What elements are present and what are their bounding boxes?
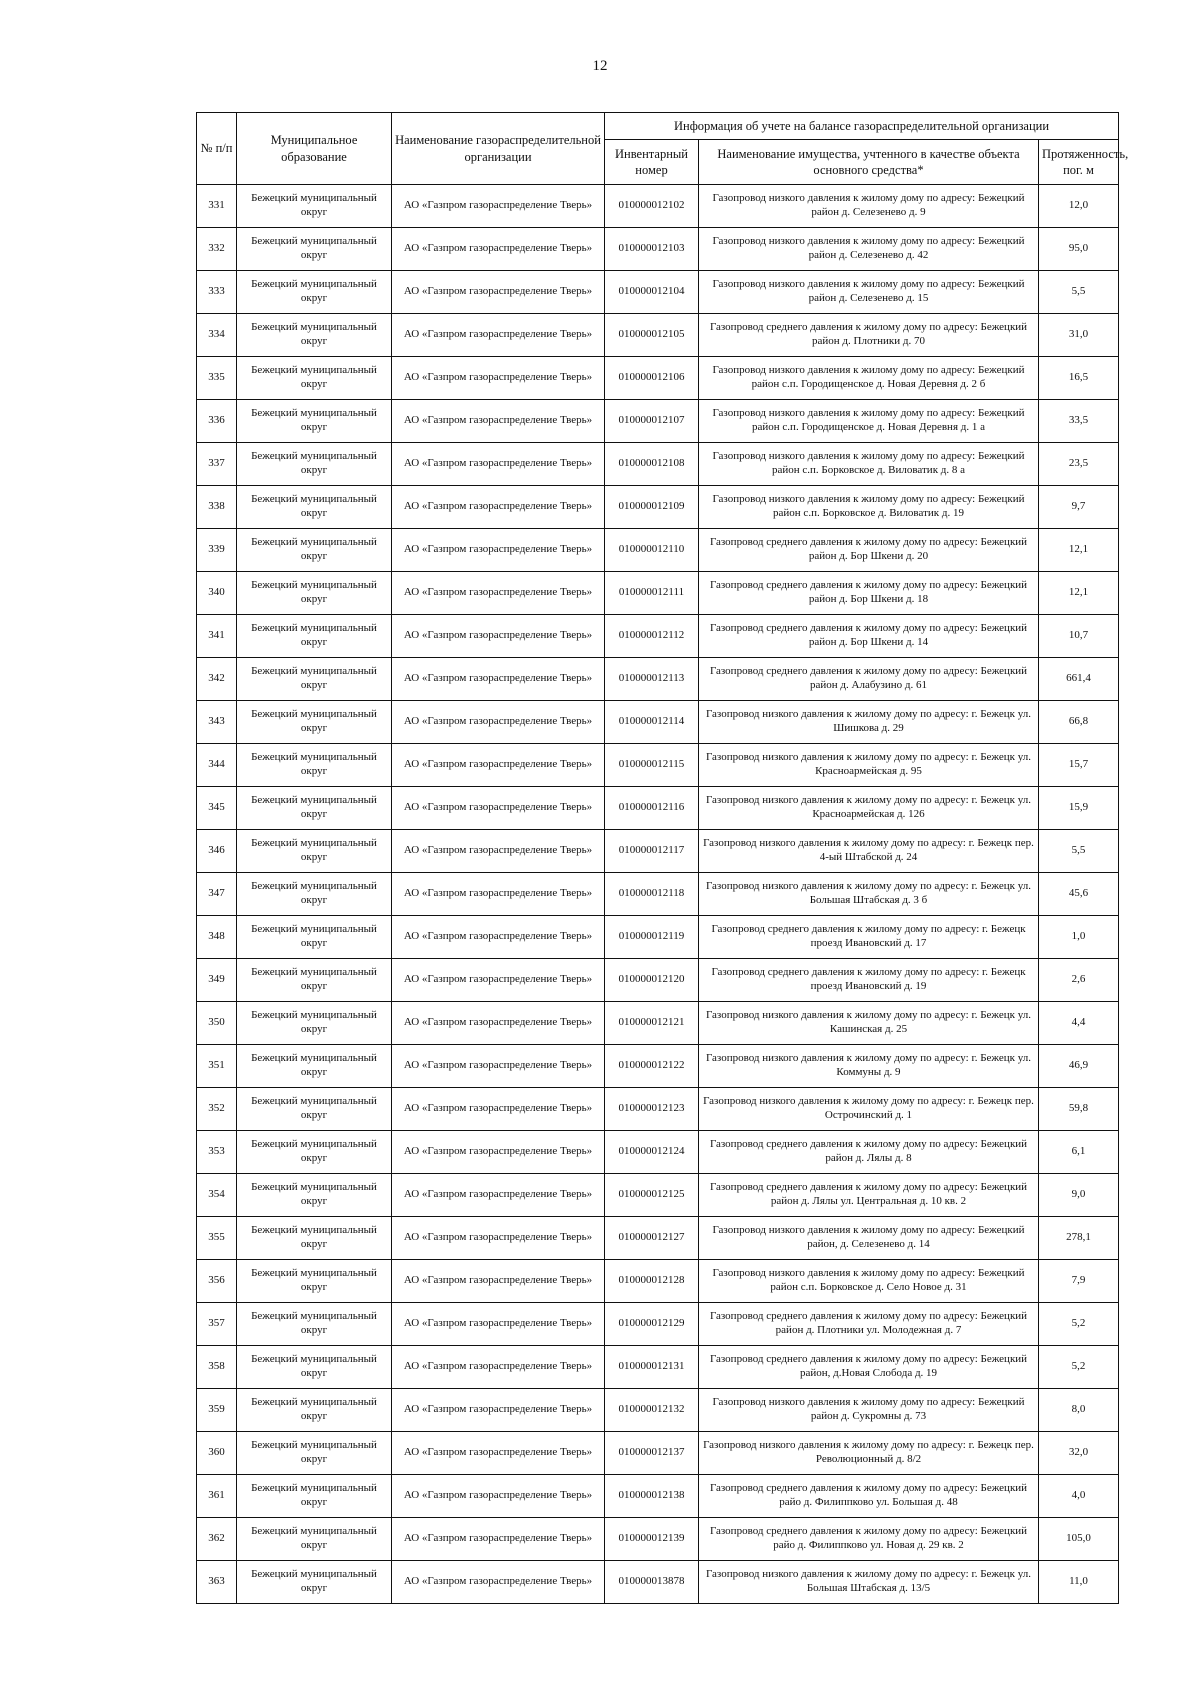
table-row bbox=[197, 1131, 1119, 1174]
municipality-cell: Бежецкий муниципальный округ bbox=[237, 1088, 392, 1131]
table-row bbox=[197, 1303, 1119, 1346]
row-number-cell: 359 bbox=[197, 1389, 237, 1432]
row-number-cell: 348 bbox=[197, 916, 237, 959]
asset-register-table bbox=[196, 112, 1129, 1604]
inventory-number-cell: 010000012116 bbox=[605, 787, 699, 830]
asset-name-cell: Газопровод среднего давления к жилому дому по адресу: г. Бежецк проезд Ивановский д. 19 bbox=[699, 959, 1039, 1002]
table-row bbox=[197, 916, 1119, 959]
asset-name-cell: Газопровод среднего давления к жилому дому по адресу: Бежецкий район д. Лялы д. 8 bbox=[699, 1131, 1039, 1174]
asset-name-cell: Газопровод низкого давления к жилому дому по адресу: г. Бежецк ул. Красноармейская д. 126 bbox=[699, 787, 1039, 830]
header-organization: Наименование газораспределительной организации bbox=[392, 113, 605, 185]
length-cell: 4,4 bbox=[1039, 1002, 1119, 1045]
length-cell: 10,7 bbox=[1039, 615, 1119, 658]
organization-cell: АО «Газпром газораспределение Тверь» bbox=[392, 1088, 605, 1131]
asset-name-cell: Газопровод низкого давления к жилому дому по адресу: Бежецкий район д. Селезенево д. 42 bbox=[699, 228, 1039, 271]
row-number-cell: 334 bbox=[197, 314, 237, 357]
asset-name-cell: Газопровод низкого давления к жилому дому по адресу: Бежецкий район, д. Селезенево д. 14 bbox=[699, 1217, 1039, 1260]
table-row bbox=[197, 615, 1119, 658]
municipality-cell: Бежецкий муниципальный округ bbox=[237, 443, 392, 486]
inventory-number-cell: 010000012127 bbox=[605, 1217, 699, 1260]
asset-name-cell: Газопровод среднего давления к жилому дому по адресу: Бежецкий район д. Бор Шкени д. 14 bbox=[699, 615, 1039, 658]
inventory-number-cell: 010000012105 bbox=[605, 314, 699, 357]
inventory-number-cell: 010000012139 bbox=[605, 1518, 699, 1561]
organization-cell: АО «Газпром газораспределение Тверь» bbox=[392, 228, 605, 271]
inventory-number-cell: 010000012132 bbox=[605, 1389, 699, 1432]
municipality-cell: Бежецкий муниципальный округ bbox=[237, 787, 392, 830]
inventory-number-cell: 010000012129 bbox=[605, 1303, 699, 1346]
row-number-cell: 337 bbox=[197, 443, 237, 486]
row-number-cell: 362 bbox=[197, 1518, 237, 1561]
municipality-cell: Бежецкий муниципальный округ bbox=[237, 228, 392, 271]
organization-cell: АО «Газпром газораспределение Тверь» bbox=[392, 529, 605, 572]
row-number-cell: 361 bbox=[197, 1475, 237, 1518]
table-row bbox=[197, 1260, 1119, 1303]
table-row bbox=[197, 486, 1119, 529]
inventory-number-cell: 010000012103 bbox=[605, 228, 699, 271]
inventory-number-cell: 010000012108 bbox=[605, 443, 699, 486]
organization-cell: АО «Газпром газораспределение Тверь» bbox=[392, 1002, 605, 1045]
inventory-number-cell: 010000012124 bbox=[605, 1131, 699, 1174]
table-row bbox=[197, 314, 1119, 357]
row-number-cell: 356 bbox=[197, 1260, 237, 1303]
table-row bbox=[197, 271, 1119, 314]
inventory-number-cell: 010000012120 bbox=[605, 959, 699, 1002]
inventory-number-cell: 010000012106 bbox=[605, 357, 699, 400]
length-cell: 12,1 bbox=[1039, 529, 1119, 572]
row-number-cell: 346 bbox=[197, 830, 237, 873]
length-cell: 105,0 bbox=[1039, 1518, 1119, 1561]
inventory-number-cell: 010000012115 bbox=[605, 744, 699, 787]
organization-cell: АО «Газпром газораспределение Тверь» bbox=[392, 701, 605, 744]
length-cell: 2,6 bbox=[1039, 959, 1119, 1002]
organization-cell: АО «Газпром газораспределение Тверь» bbox=[392, 787, 605, 830]
asset-name-cell: Газопровод низкого давления к жилому дому по адресу: г. Бежецк ул. Большая Штабская д. 3 б bbox=[699, 873, 1039, 916]
row-number-cell: 353 bbox=[197, 1131, 237, 1174]
table-row bbox=[197, 1432, 1119, 1475]
length-cell: 33,5 bbox=[1039, 400, 1119, 443]
inventory-number-cell: 010000012131 bbox=[605, 1346, 699, 1389]
row-number-cell: 351 bbox=[197, 1045, 237, 1088]
municipality-cell: Бежецкий муниципальный округ bbox=[237, 1002, 392, 1045]
row-number-cell: 332 bbox=[197, 228, 237, 271]
inventory-number-cell: 010000012118 bbox=[605, 873, 699, 916]
row-number-cell: 345 bbox=[197, 787, 237, 830]
table-row bbox=[197, 658, 1119, 701]
municipality-cell: Бежецкий муниципальный округ bbox=[237, 1217, 392, 1260]
asset-name-cell: Газопровод низкого давления к жилому дому по адресу: Бежецкий район д. Селезенево д. 15 bbox=[699, 271, 1039, 314]
organization-cell: АО «Газпром газораспределение Тверь» bbox=[392, 314, 605, 357]
table-row bbox=[197, 1045, 1119, 1088]
length-cell: 95,0 bbox=[1039, 228, 1119, 271]
inventory-number-cell: 010000012104 bbox=[605, 271, 699, 314]
organization-cell: АО «Газпром газораспределение Тверь» bbox=[392, 1561, 605, 1604]
asset-name-cell: Газопровод низкого давления к жилому дому по адресу: Бежецкий район с.п. Борковское д. Село Новое д. 31 bbox=[699, 1260, 1039, 1303]
organization-cell: АО «Газпром газораспределение Тверь» bbox=[392, 1346, 605, 1389]
municipality-cell: Бежецкий муниципальный округ bbox=[237, 959, 392, 1002]
length-cell: 661,4 bbox=[1039, 658, 1119, 701]
organization-cell: АО «Газпром газораспределение Тверь» bbox=[392, 357, 605, 400]
row-number-cell: 338 bbox=[197, 486, 237, 529]
table-row bbox=[197, 572, 1119, 615]
organization-cell: АО «Газпром газораспределение Тверь» bbox=[392, 658, 605, 701]
organization-cell: АО «Газпром газораспределение Тверь» bbox=[392, 615, 605, 658]
municipality-cell: Бежецкий муниципальный округ bbox=[237, 572, 392, 615]
organization-cell: АО «Газпром газораспределение Тверь» bbox=[392, 572, 605, 615]
municipality-cell: Бежецкий муниципальный округ bbox=[237, 1518, 392, 1561]
asset-name-cell: Газопровод низкого давления к жилому дому по адресу: Бежецкий район с.п. Городищенское д. Новая Деревня д. 2 б bbox=[699, 357, 1039, 400]
length-cell: 5,2 bbox=[1039, 1346, 1119, 1389]
row-number-cell: 333 bbox=[197, 271, 237, 314]
length-cell: 32,0 bbox=[1039, 1432, 1119, 1475]
length-cell: 59,8 bbox=[1039, 1088, 1119, 1131]
municipality-cell: Бежецкий муниципальный округ bbox=[237, 1045, 392, 1088]
organization-cell: АО «Газпром газораспределение Тверь» bbox=[392, 744, 605, 787]
table-row bbox=[197, 1088, 1119, 1131]
municipality-cell: Бежецкий муниципальный округ bbox=[237, 1432, 392, 1475]
organization-cell: АО «Газпром газораспределение Тверь» bbox=[392, 916, 605, 959]
organization-cell: АО «Газпром газораспределение Тверь» bbox=[392, 400, 605, 443]
organization-cell: АО «Газпром газораспределение Тверь» bbox=[392, 830, 605, 873]
organization-cell: АО «Газпром газораспределение Тверь» bbox=[392, 1174, 605, 1217]
municipality-cell: Бежецкий муниципальный округ bbox=[237, 701, 392, 744]
table-body bbox=[197, 185, 1119, 1604]
length-cell: 15,9 bbox=[1039, 787, 1119, 830]
table-row bbox=[197, 959, 1119, 1002]
table-row bbox=[197, 1389, 1119, 1432]
table-row bbox=[197, 443, 1119, 486]
header-municipality: Муниципальное образование bbox=[237, 113, 392, 185]
row-number-cell: 344 bbox=[197, 744, 237, 787]
length-cell: 5,5 bbox=[1039, 830, 1119, 873]
asset-name-cell: Газопровод среднего давления к жилому дому по адресу: Бежецкий район, д.Новая Слобода д. 19 bbox=[699, 1346, 1039, 1389]
municipality-cell: Бежецкий муниципальный округ bbox=[237, 916, 392, 959]
row-number-cell: 335 bbox=[197, 357, 237, 400]
organization-cell: АО «Газпром газораспределение Тверь» bbox=[392, 271, 605, 314]
municipality-cell: Бежецкий муниципальный округ bbox=[237, 314, 392, 357]
length-cell: 31,0 bbox=[1039, 314, 1119, 357]
municipality-cell: Бежецкий муниципальный округ bbox=[237, 400, 392, 443]
inventory-number-cell: 010000012112 bbox=[605, 615, 699, 658]
row-number-cell: 339 bbox=[197, 529, 237, 572]
row-number-cell: 355 bbox=[197, 1217, 237, 1260]
row-number-cell: 354 bbox=[197, 1174, 237, 1217]
asset-name-cell: Газопровод низкого давления к жилому дому по адресу: Бежецкий район с.п. Борковское д. Виловатик д. 8 а bbox=[699, 443, 1039, 486]
inventory-number-cell: 010000012114 bbox=[605, 701, 699, 744]
row-number-cell: 360 bbox=[197, 1432, 237, 1475]
row-number-cell: 363 bbox=[197, 1561, 237, 1604]
municipality-cell: Бежецкий муниципальный округ bbox=[237, 873, 392, 916]
organization-cell: АО «Газпром газораспределение Тверь» bbox=[392, 1131, 605, 1174]
asset-name-cell: Газопровод среднего давления к жилому дому по адресу: Бежецкий район д. Плотники д. 70 bbox=[699, 314, 1039, 357]
header-balance-info-group: Информация об учете на балансе газораспределительной организации bbox=[605, 113, 1119, 140]
organization-cell: АО «Газпром газораспределение Тверь» bbox=[392, 1217, 605, 1260]
inventory-number-cell: 010000012117 bbox=[605, 830, 699, 873]
inventory-number-cell: 010000012138 bbox=[605, 1475, 699, 1518]
row-number-cell: 349 bbox=[197, 959, 237, 1002]
organization-cell: АО «Газпром газораспределение Тверь» bbox=[392, 1389, 605, 1432]
asset-name-cell: Газопровод низкого давления к жилому дому по адресу: г. Бежецк ул. Большая Штабская д. 13/5 bbox=[699, 1561, 1039, 1604]
municipality-cell: Бежецкий муниципальный округ bbox=[237, 744, 392, 787]
row-number-cell: 343 bbox=[197, 701, 237, 744]
table-row bbox=[197, 744, 1119, 787]
length-cell: 11,0 bbox=[1039, 1561, 1119, 1604]
municipality-cell: Бежецкий муниципальный округ bbox=[237, 271, 392, 314]
inventory-number-cell: 010000012121 bbox=[605, 1002, 699, 1045]
length-cell: 5,2 bbox=[1039, 1303, 1119, 1346]
row-number-cell: 350 bbox=[197, 1002, 237, 1045]
row-number-cell: 352 bbox=[197, 1088, 237, 1131]
municipality-cell: Бежецкий муниципальный округ bbox=[237, 1561, 392, 1604]
organization-cell: АО «Газпром газораспределение Тверь» bbox=[392, 1260, 605, 1303]
municipality-cell: Бежецкий муниципальный округ bbox=[237, 1389, 392, 1432]
table-row bbox=[197, 185, 1119, 228]
asset-name-cell: Газопровод низкого давления к жилому дому по адресу: Бежецкий район д. Сукромны д. 73 bbox=[699, 1389, 1039, 1432]
table-row bbox=[197, 1346, 1119, 1389]
organization-cell: АО «Газпром газораспределение Тверь» bbox=[392, 1303, 605, 1346]
length-cell: 278,1 bbox=[1039, 1217, 1119, 1260]
row-number-cell: 342 bbox=[197, 658, 237, 701]
length-cell: 6,1 bbox=[1039, 1131, 1119, 1174]
organization-cell: АО «Газпром газораспределение Тверь» bbox=[392, 873, 605, 916]
asset-name-cell: Газопровод низкого давления к жилому дому по адресу: г. Бежецк пер. 4-ый Штабской д. 24 bbox=[699, 830, 1039, 873]
row-number-cell: 347 bbox=[197, 873, 237, 916]
asset-name-cell: Газопровод низкого давления к жилому дому по адресу: г. Бежецк ул. Шишкова д. 29 bbox=[699, 701, 1039, 744]
row-number-cell: 340 bbox=[197, 572, 237, 615]
table-row bbox=[197, 701, 1119, 744]
table-row bbox=[197, 1002, 1119, 1045]
row-number-cell: 358 bbox=[197, 1346, 237, 1389]
length-cell: 1,0 bbox=[1039, 916, 1119, 959]
table-row bbox=[197, 787, 1119, 830]
inventory-number-cell: 010000012107 bbox=[605, 400, 699, 443]
length-cell: 12,0 bbox=[1039, 185, 1119, 228]
inventory-number-cell: 010000012122 bbox=[605, 1045, 699, 1088]
length-cell: 15,7 bbox=[1039, 744, 1119, 787]
length-cell: 5,5 bbox=[1039, 271, 1119, 314]
table-row bbox=[197, 1217, 1119, 1260]
table-row bbox=[197, 1174, 1119, 1217]
length-cell: 7,9 bbox=[1039, 1260, 1119, 1303]
asset-name-cell: Газопровод низкого давления к жилому дому по адресу: Бежецкий район д. Селезенево д. 9 bbox=[699, 185, 1039, 228]
asset-name-cell: Газопровод низкого давления к жилому дому по адресу: г. Бежецк ул. Коммуны д. 9 bbox=[699, 1045, 1039, 1088]
municipality-cell: Бежецкий муниципальный округ bbox=[237, 357, 392, 400]
length-cell: 12,1 bbox=[1039, 572, 1119, 615]
length-cell: 4,0 bbox=[1039, 1475, 1119, 1518]
municipality-cell: Бежецкий муниципальный округ bbox=[237, 486, 392, 529]
asset-name-cell: Газопровод среднего давления к жилому дому по адресу: Бежецкий район д. Бор Шкени д. 20 bbox=[699, 529, 1039, 572]
length-cell: 46,9 bbox=[1039, 1045, 1119, 1088]
inventory-number-cell: 010000012119 bbox=[605, 916, 699, 959]
length-cell: 23,5 bbox=[1039, 443, 1119, 486]
asset-name-cell: Газопровод низкого давления к жилому дому по адресу: г. Бежецк ул. Кашинская д. 25 bbox=[699, 1002, 1039, 1045]
inventory-number-cell: 010000012123 bbox=[605, 1088, 699, 1131]
organization-cell: АО «Газпром газораспределение Тверь» bbox=[392, 1475, 605, 1518]
inventory-number-cell: 010000012102 bbox=[605, 185, 699, 228]
asset-name-cell: Газопровод среднего давления к жилому дому по адресу: Бежецкий район д. Бор Шкени д. 18 bbox=[699, 572, 1039, 615]
municipality-cell: Бежецкий муниципальный округ bbox=[237, 1260, 392, 1303]
asset-name-cell: Газопровод среднего давления к жилому дому по адресу: Бежецкий район д. Алабузино д. 61 bbox=[699, 658, 1039, 701]
organization-cell: АО «Газпром газораспределение Тверь» bbox=[392, 185, 605, 228]
municipality-cell: Бежецкий муниципальный округ bbox=[237, 658, 392, 701]
table-row bbox=[197, 228, 1119, 271]
inventory-number-cell: 010000012128 bbox=[605, 1260, 699, 1303]
asset-name-cell: Газопровод низкого давления к жилому дому по адресу: Бежецкий район с.п. Городищенское д. Новая Деревня д. 1 а bbox=[699, 400, 1039, 443]
municipality-cell: Бежецкий муниципальный округ bbox=[237, 615, 392, 658]
municipality-cell: Бежецкий муниципальный округ bbox=[237, 529, 392, 572]
asset-name-cell: Газопровод среднего давления к жилому дому по адресу: Бежецкий район д. Плотники ул. Молодежная д. 7 bbox=[699, 1303, 1039, 1346]
inventory-number-cell: 010000012111 bbox=[605, 572, 699, 615]
table-row bbox=[197, 400, 1119, 443]
header-num: № п/п bbox=[197, 113, 237, 185]
length-cell: 9,0 bbox=[1039, 1174, 1119, 1217]
table-row bbox=[197, 1518, 1119, 1561]
inventory-number-cell: 010000012137 bbox=[605, 1432, 699, 1475]
organization-cell: АО «Газпром газораспределение Тверь» bbox=[392, 486, 605, 529]
municipality-cell: Бежецкий муниципальный округ bbox=[237, 1174, 392, 1217]
inventory-number-cell: 010000012113 bbox=[605, 658, 699, 701]
length-cell: 66,8 bbox=[1039, 701, 1119, 744]
asset-name-cell: Газопровод среднего давления к жилому дому по адресу: Бежецкий район д. Лялы ул. Центральная д. 10 кв. 2 bbox=[699, 1174, 1039, 1217]
table-row bbox=[197, 1475, 1119, 1518]
length-cell: 8,0 bbox=[1039, 1389, 1119, 1432]
table-row bbox=[197, 357, 1119, 400]
municipality-cell: Бежецкий муниципальный округ bbox=[237, 830, 392, 873]
municipality-cell: Бежецкий муниципальный округ bbox=[237, 1346, 392, 1389]
organization-cell: АО «Газпром газораспределение Тверь» bbox=[392, 443, 605, 486]
table-row bbox=[197, 529, 1119, 572]
asset-name-cell: Газопровод низкого давления к жилому дому по адресу: Бежецкий район с.п. Борковское д. Виловатик д. 19 bbox=[699, 486, 1039, 529]
page-number: 12 bbox=[592, 58, 608, 74]
municipality-cell: Бежецкий муниципальный округ bbox=[237, 1303, 392, 1346]
asset-name-cell: Газопровод низкого давления к жилому дому по адресу: г. Бежецк пер. Острочинский д. 1 bbox=[699, 1088, 1039, 1131]
municipality-cell: Бежецкий муниципальный округ bbox=[237, 1131, 392, 1174]
inventory-number-cell: 010000012125 bbox=[605, 1174, 699, 1217]
header-length: Протяженность, пог. м bbox=[1039, 140, 1119, 185]
organization-cell: АО «Газпром газораспределение Тверь» bbox=[392, 1432, 605, 1475]
row-number-cell: 357 bbox=[197, 1303, 237, 1346]
table-row bbox=[197, 1561, 1119, 1604]
municipality-cell: Бежецкий муниципальный округ bbox=[237, 1475, 392, 1518]
row-number-cell: 331 bbox=[197, 185, 237, 228]
organization-cell: АО «Газпром газораспределение Тверь» bbox=[392, 1518, 605, 1561]
header-inventory-number: Инвентарный номер bbox=[605, 140, 699, 185]
length-cell: 45,6 bbox=[1039, 873, 1119, 916]
inventory-number-cell: 010000013878 bbox=[605, 1561, 699, 1604]
organization-cell: АО «Газпром газораспределение Тверь» bbox=[392, 959, 605, 1002]
row-number-cell: 336 bbox=[197, 400, 237, 443]
municipality-cell: Бежецкий муниципальный округ bbox=[237, 185, 392, 228]
organization-cell: АО «Газпром газораспределение Тверь» bbox=[392, 1045, 605, 1088]
asset-name-cell: Газопровод среднего давления к жилому дому по адресу: Бежецкий райо д. Филиппково ул. Большая д. 48 bbox=[699, 1475, 1039, 1518]
asset-name-cell: Газопровод среднего давления к жилому дому по адресу: г. Бежецк проезд Ивановский д. 17 bbox=[699, 916, 1039, 959]
table-row bbox=[197, 873, 1119, 916]
header-asset-name: Наименование имущества, учтенного в качестве объекта основного средства* bbox=[699, 140, 1039, 185]
length-cell: 9,7 bbox=[1039, 486, 1119, 529]
table-row bbox=[197, 830, 1119, 873]
asset-name-cell: Газопровод низкого давления к жилому дому по адресу: г. Бежецк ул. Красноармейская д. 95 bbox=[699, 744, 1039, 787]
row-number-cell: 341 bbox=[197, 615, 237, 658]
asset-name-cell: Газопровод низкого давления к жилому дому по адресу: г. Бежецк пер. Революционный д. 8/2 bbox=[699, 1432, 1039, 1475]
inventory-number-cell: 010000012109 bbox=[605, 486, 699, 529]
length-cell: 16,5 bbox=[1039, 357, 1119, 400]
asset-name-cell: Газопровод среднего давления к жилому дому по адресу: Бежецкий райо д. Филиппково ул. Новая д. 29 кв. 2 bbox=[699, 1518, 1039, 1561]
inventory-number-cell: 010000012110 bbox=[605, 529, 699, 572]
